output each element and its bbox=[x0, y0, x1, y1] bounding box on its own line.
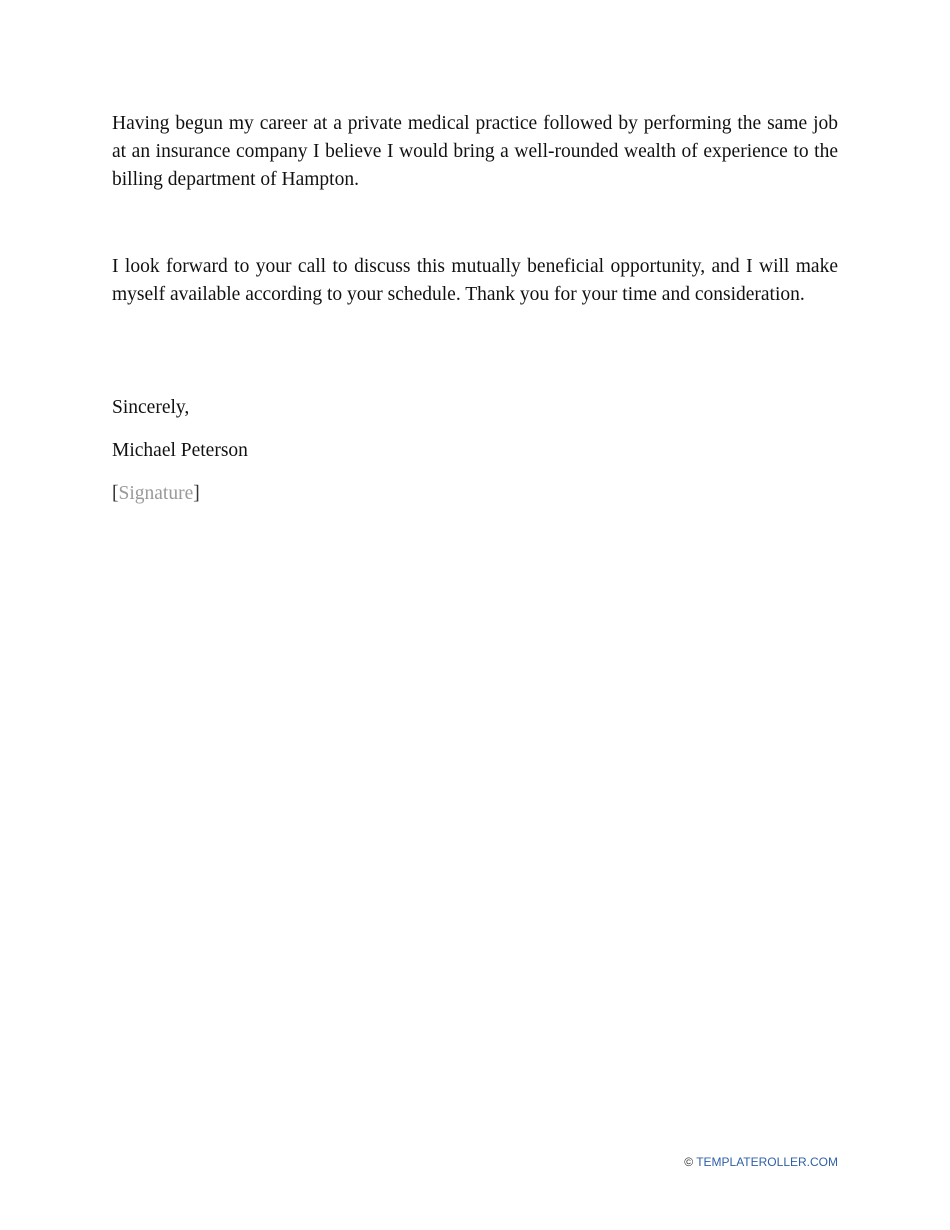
letter-closing: Sincerely, bbox=[112, 397, 190, 418]
footer-copyright bbox=[684, 1154, 838, 1170]
signature-line bbox=[112, 480, 200, 508]
letter-paragraph-closing-remarks: I look forward to your call to discuss this mutually beneficial opportunity, and I will make myself available according to your schedule. Thank you for your time and consideration. bbox=[112, 255, 838, 305]
copyright-symbol: © bbox=[684, 1155, 694, 1169]
letter-body bbox=[112, 110, 838, 309]
sender-name: Michael Peterson bbox=[112, 440, 248, 461]
letter-paragraph-experience: Having begun my career at a private medical practice followed by performing the same job at an insurance company I believe I would bring a well-rounded wealth of experience to the billing department of Hampton. bbox=[112, 113, 838, 191]
templateroller-link[interactable]: TEMPLATEROLLER.COM bbox=[696, 1155, 838, 1169]
signature-open-bracket: [ bbox=[112, 483, 119, 504]
signature-placeholder: Signature bbox=[118, 483, 194, 504]
signature-close-bracket: ] bbox=[193, 483, 200, 504]
